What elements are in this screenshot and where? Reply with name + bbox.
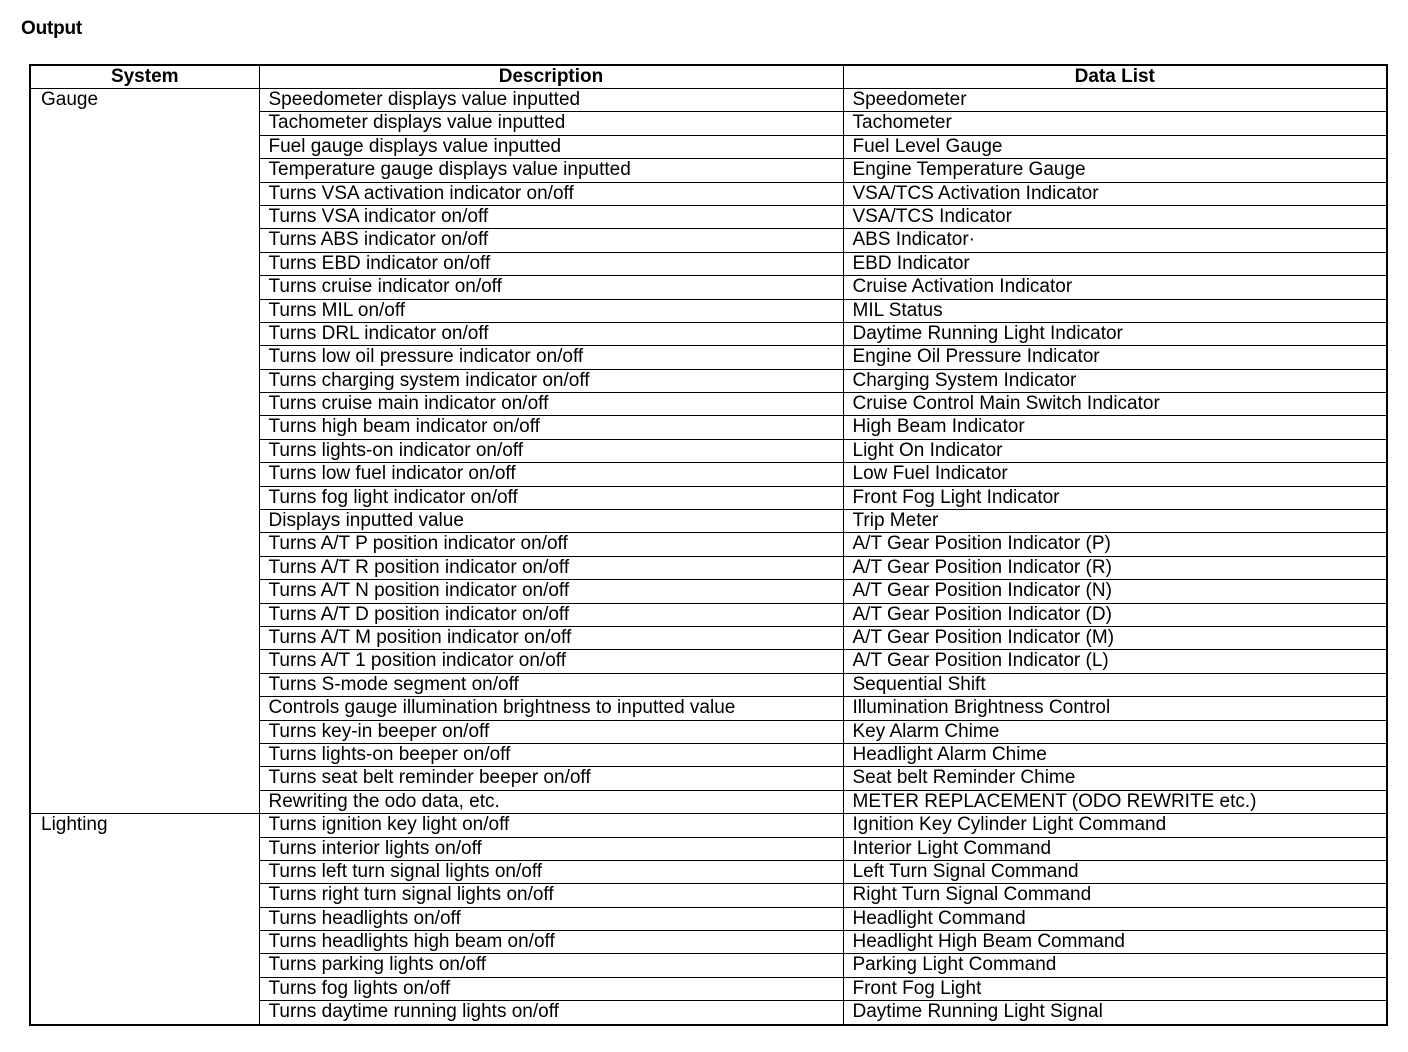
- system-cell-empty: [30, 182, 259, 205]
- data-list-cell: Trip Meter: [843, 510, 1387, 533]
- system-cell-empty: [30, 580, 259, 603]
- data-list-cell: Right Turn Signal Command: [843, 884, 1387, 907]
- table-row: [30, 182, 1387, 205]
- description-cell: Tachometer displays value inputted: [259, 112, 843, 135]
- system-cell-empty: [30, 907, 259, 930]
- system-cell-empty: [30, 229, 259, 252]
- table-row: [30, 393, 1387, 416]
- data-list-cell: Engine Oil Pressure Indicator: [843, 346, 1387, 369]
- data-list-cell: METER REPLACEMENT (ODO REWRITE etc.): [843, 790, 1387, 813]
- table-header-row: [30, 65, 1387, 89]
- data-list-cell: Daytime Running Light Signal: [843, 1001, 1387, 1025]
- header-data-list: Data List: [843, 65, 1387, 89]
- system-cell-empty: [30, 720, 259, 743]
- table-row: [30, 463, 1387, 486]
- description-cell: Turns VSA indicator on/off: [259, 205, 843, 228]
- system-cell-empty: [30, 135, 259, 158]
- system-cell-empty: [30, 463, 259, 486]
- description-cell: Turns left turn signal lights on/off: [259, 860, 843, 883]
- description-cell: Turns A/T R position indicator on/off: [259, 556, 843, 579]
- description-cell: Turns lights-on indicator on/off: [259, 439, 843, 462]
- data-list-cell: Speedometer: [843, 89, 1387, 112]
- table-row: [30, 346, 1387, 369]
- table-row: [30, 135, 1387, 158]
- data-list-cell: Headlight Command: [843, 907, 1387, 930]
- table-row: [30, 720, 1387, 743]
- data-list-cell: Parking Light Command: [843, 954, 1387, 977]
- table-row: [30, 743, 1387, 766]
- data-list-cell: MIL Status: [843, 299, 1387, 322]
- data-list-cell: Ignition Key Cylinder Light Command: [843, 814, 1387, 837]
- table-row: [30, 884, 1387, 907]
- table-row: [30, 931, 1387, 954]
- system-cell-empty: [30, 954, 259, 977]
- system-cell-empty: [30, 837, 259, 860]
- header-system: System: [30, 65, 259, 89]
- description-cell: Turns EBD indicator on/off: [259, 252, 843, 275]
- data-list-cell: EBD Indicator: [843, 252, 1387, 275]
- system-cell-empty: [30, 673, 259, 696]
- data-list-cell: A/T Gear Position Indicator (N): [843, 580, 1387, 603]
- description-cell: Speedometer displays value inputted: [259, 89, 843, 112]
- data-list-cell: Light On Indicator: [843, 439, 1387, 462]
- system-cell-empty: [30, 252, 259, 275]
- data-list-cell: Tachometer: [843, 112, 1387, 135]
- description-cell: Turns A/T 1 position indicator on/off: [259, 650, 843, 673]
- table-body: [30, 89, 1387, 1025]
- description-cell: Turns ABS indicator on/off: [259, 229, 843, 252]
- table-row: [30, 439, 1387, 462]
- data-list-cell: Low Fuel Indicator: [843, 463, 1387, 486]
- system-cell-empty: [30, 510, 259, 533]
- description-cell: Turns cruise indicator on/off: [259, 276, 843, 299]
- system-cell-empty: [30, 112, 259, 135]
- data-list-cell: VSA/TCS Activation Indicator: [843, 182, 1387, 205]
- system-cell-empty: [30, 416, 259, 439]
- system-cell-empty: [30, 369, 259, 392]
- data-list-cell: A/T Gear Position Indicator (L): [843, 650, 1387, 673]
- description-cell: Displays inputted value: [259, 510, 843, 533]
- data-list-cell: Daytime Running Light Indicator: [843, 322, 1387, 345]
- system-cell-empty: [30, 767, 259, 790]
- description-cell: Turns high beam indicator on/off: [259, 416, 843, 439]
- system-cell-empty: [30, 276, 259, 299]
- table-row: [30, 205, 1387, 228]
- table-row: [30, 486, 1387, 509]
- description-cell: Turns lights-on beeper on/off: [259, 743, 843, 766]
- header-description: Description: [259, 65, 843, 89]
- description-cell: Rewriting the odo data, etc.: [259, 790, 843, 813]
- data-list-cell: Cruise Activation Indicator: [843, 276, 1387, 299]
- table-row: [30, 837, 1387, 860]
- system-cell: Gauge: [30, 89, 259, 112]
- table-row: [30, 697, 1387, 720]
- table-row: [30, 112, 1387, 135]
- description-cell: Turns headlights on/off: [259, 907, 843, 930]
- output-table: [29, 64, 1388, 1026]
- system-cell-empty: [30, 790, 259, 813]
- description-cell: Turns daytime running lights on/off: [259, 1001, 843, 1025]
- data-list-cell: Interior Light Command: [843, 837, 1387, 860]
- table-row: [30, 580, 1387, 603]
- system-cell-empty: [30, 556, 259, 579]
- description-cell: Turns A/T P position indicator on/off: [259, 533, 843, 556]
- table-row: [30, 556, 1387, 579]
- table-row: [30, 603, 1387, 626]
- description-cell: Turns A/T N position indicator on/off: [259, 580, 843, 603]
- system-cell-empty: [30, 697, 259, 720]
- table-row: [30, 860, 1387, 883]
- description-cell: Turns S-mode segment on/off: [259, 673, 843, 696]
- table-row: [30, 533, 1387, 556]
- table-row: [30, 89, 1387, 112]
- system-cell-empty: [30, 486, 259, 509]
- data-list-cell: Headlight High Beam Command: [843, 931, 1387, 954]
- description-cell: Turns fog lights on/off: [259, 977, 843, 1000]
- table-row: [30, 977, 1387, 1000]
- data-list-cell: Front Fog Light: [843, 977, 1387, 1000]
- description-cell: Turns low oil pressure indicator on/off: [259, 346, 843, 369]
- system-cell-empty: [30, 299, 259, 322]
- system-cell-empty: [30, 439, 259, 462]
- description-cell: Turns A/T M position indicator on/off: [259, 626, 843, 649]
- data-list-cell: VSA/TCS Indicator: [843, 205, 1387, 228]
- description-cell: Turns headlights high beam on/off: [259, 931, 843, 954]
- system-cell-empty: [30, 159, 259, 182]
- data-list-cell: Front Fog Light Indicator: [843, 486, 1387, 509]
- table-row: [30, 510, 1387, 533]
- data-list-cell: Sequential Shift: [843, 673, 1387, 696]
- description-cell: Fuel gauge displays value inputted: [259, 135, 843, 158]
- system-cell-empty: [30, 1001, 259, 1025]
- table-row: [30, 954, 1387, 977]
- table-row: [30, 299, 1387, 322]
- table-row: [30, 229, 1387, 252]
- table-row: [30, 159, 1387, 182]
- table-row: [30, 814, 1387, 837]
- system-cell-empty: [30, 346, 259, 369]
- data-list-cell: A/T Gear Position Indicator (R): [843, 556, 1387, 579]
- data-list-cell: Headlight Alarm Chime: [843, 743, 1387, 766]
- data-list-cell: A/T Gear Position Indicator (M): [843, 626, 1387, 649]
- system-cell-empty: [30, 322, 259, 345]
- table-row: [30, 276, 1387, 299]
- system-cell-empty: [30, 626, 259, 649]
- system-cell-empty: [30, 393, 259, 416]
- description-cell: Turns parking lights on/off: [259, 954, 843, 977]
- data-list-cell: A/T Gear Position Indicator (P): [843, 533, 1387, 556]
- system-cell-empty: [30, 205, 259, 228]
- description-cell: Turns DRL indicator on/off: [259, 322, 843, 345]
- system-cell-empty: [30, 977, 259, 1000]
- description-cell: Turns cruise main indicator on/off: [259, 393, 843, 416]
- description-cell: Turns charging system indicator on/off: [259, 369, 843, 392]
- table-row: [30, 650, 1387, 673]
- data-list-cell: Seat belt Reminder Chime: [843, 767, 1387, 790]
- table-row: [30, 767, 1387, 790]
- description-cell: Turns ignition key light on/off: [259, 814, 843, 837]
- data-list-cell: Cruise Control Main Switch Indicator: [843, 393, 1387, 416]
- table-row: [30, 322, 1387, 345]
- system-cell-empty: [30, 884, 259, 907]
- table-row: [30, 626, 1387, 649]
- description-cell: Temperature gauge displays value inputted: [259, 159, 843, 182]
- system-cell-empty: [30, 533, 259, 556]
- data-list-cell: Engine Temperature Gauge: [843, 159, 1387, 182]
- system-cell-empty: [30, 860, 259, 883]
- table-row: [30, 907, 1387, 930]
- page-title: Output: [21, 18, 83, 39]
- system-cell-empty: [30, 603, 259, 626]
- data-list-cell: ABS Indicator·: [843, 229, 1387, 252]
- description-cell: Turns fog light indicator on/off: [259, 486, 843, 509]
- table-row: [30, 790, 1387, 813]
- description-cell: Turns MIL on/off: [259, 299, 843, 322]
- system-cell-empty: [30, 931, 259, 954]
- description-cell: Turns seat belt reminder beeper on/off: [259, 767, 843, 790]
- system-cell-empty: [30, 743, 259, 766]
- data-list-cell: Fuel Level Gauge: [843, 135, 1387, 158]
- table-row: [30, 369, 1387, 392]
- data-list-cell: A/T Gear Position Indicator (D): [843, 603, 1387, 626]
- table-row: [30, 1001, 1387, 1025]
- data-list-cell: Illumination Brightness Control: [843, 697, 1387, 720]
- description-cell: Turns low fuel indicator on/off: [259, 463, 843, 486]
- data-list-cell: Key Alarm Chime: [843, 720, 1387, 743]
- system-cell-empty: [30, 650, 259, 673]
- table-row: [30, 252, 1387, 275]
- description-cell: Turns key-in beeper on/off: [259, 720, 843, 743]
- table-row: [30, 673, 1387, 696]
- description-cell: Controls gauge illumination brightness to inputted value: [259, 697, 843, 720]
- description-cell: Turns right turn signal lights on/off: [259, 884, 843, 907]
- description-cell: Turns interior lights on/off: [259, 837, 843, 860]
- data-list-cell: High Beam Indicator: [843, 416, 1387, 439]
- system-cell: Lighting: [30, 814, 259, 837]
- data-list-cell: Left Turn Signal Command: [843, 860, 1387, 883]
- table-row: [30, 416, 1387, 439]
- data-list-cell: Charging System Indicator: [843, 369, 1387, 392]
- description-cell: Turns A/T D position indicator on/off: [259, 603, 843, 626]
- description-cell: Turns VSA activation indicator on/off: [259, 182, 843, 205]
